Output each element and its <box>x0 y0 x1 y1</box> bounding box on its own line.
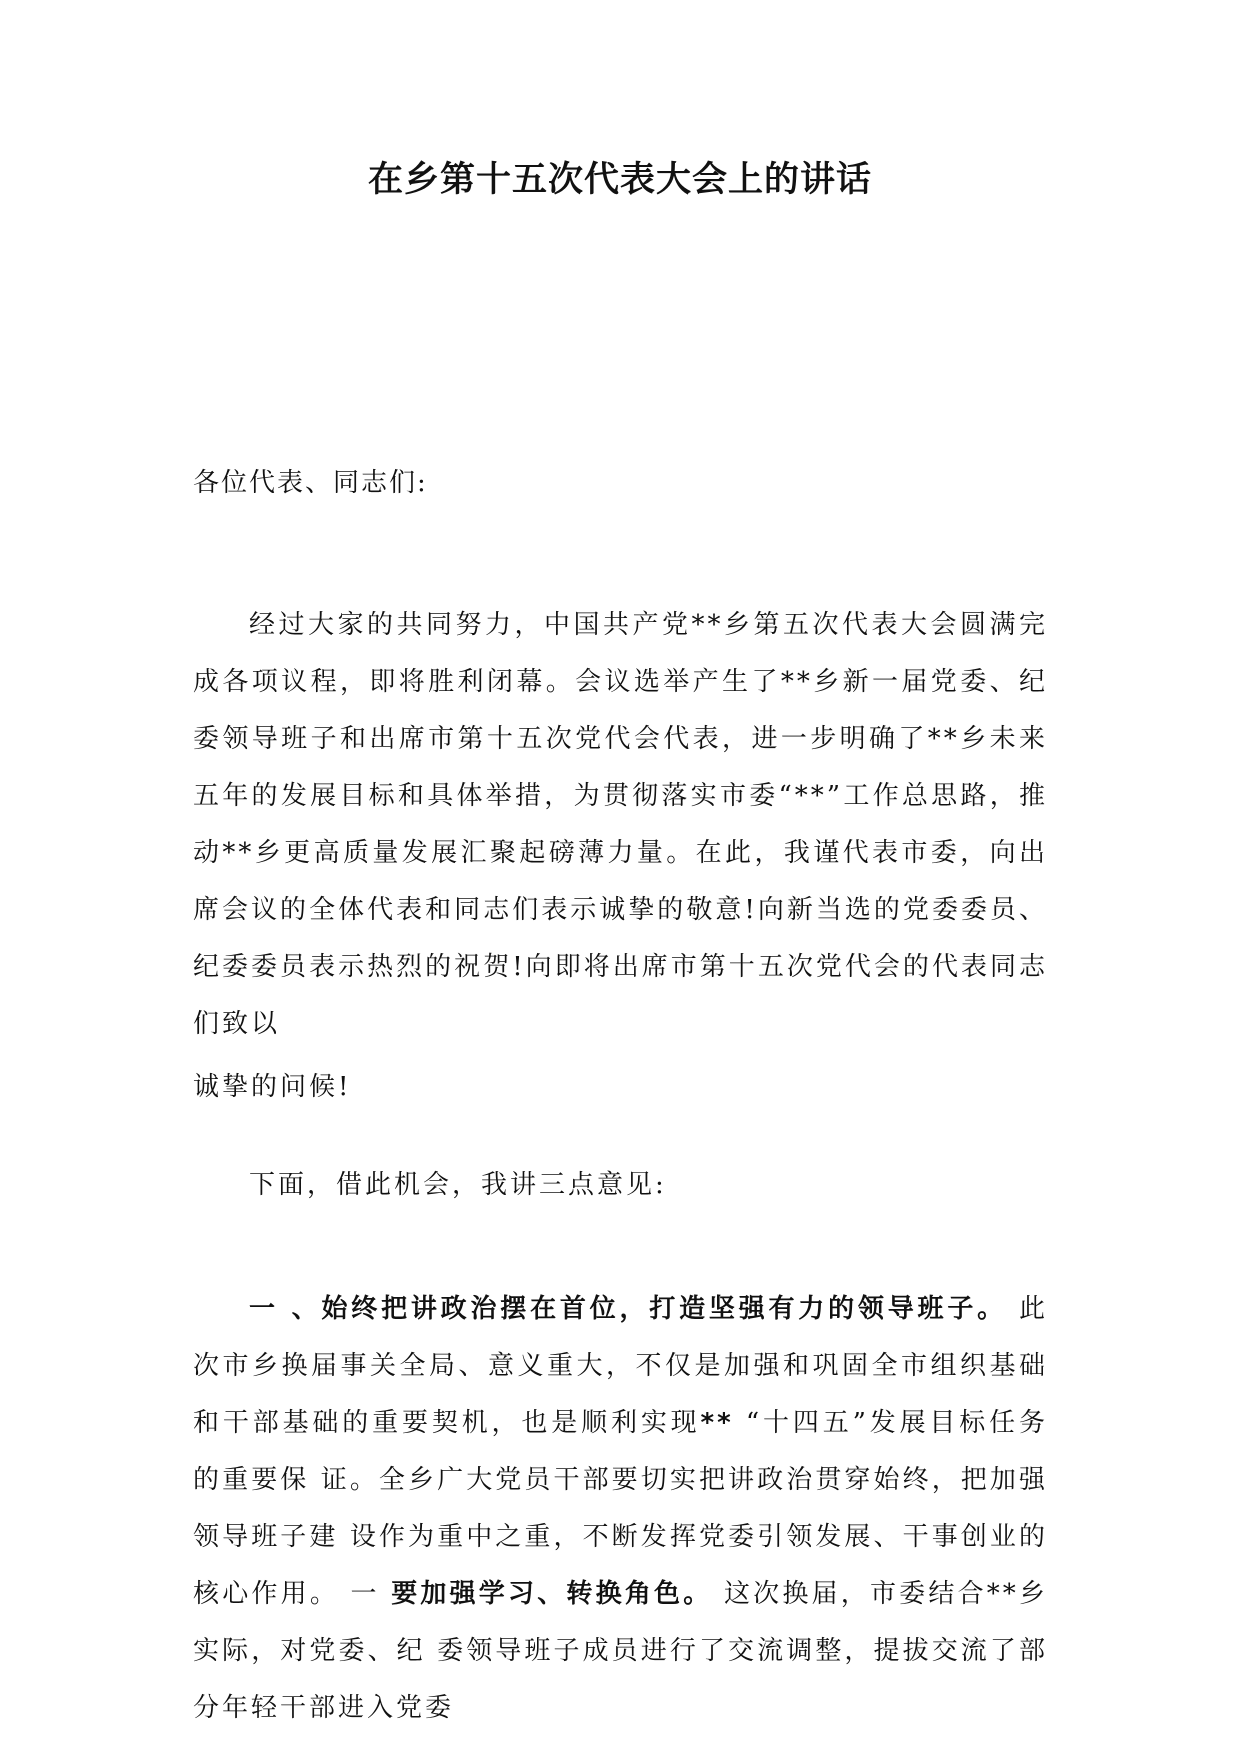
paragraph-transition: 下面，借此机会，我讲三点意见: <box>249 1170 667 1200</box>
paragraph-opening <box>193 597 1048 1116</box>
document-title: 在乡第十五次代表大会上的讲话 <box>367 160 872 200</box>
paragraph-opening-tail: 诚挚的问候! <box>193 1072 352 1102</box>
point-one-subheading: 要加强学习、转换角色。 <box>391 1579 713 1609</box>
paragraph-point-one <box>193 1281 1048 1737</box>
point-one-heading: 一 、始终把讲政治摆在首位，打造坚强有力的领导班子。 <box>249 1294 1007 1324</box>
point-one-placeholder: ** <box>700 1408 734 1438</box>
point-one-text-c: 这次换届，市委结合**乡实际，对党委、纪 委领导班子成员进行了交流调整，提拔交流了部分年轻干部进入党委 <box>193 1579 1049 1723</box>
point-one-text-b: “十四五”发展目标任务的重要保 证。全乡广大党员干部要切实把讲政治贯穿始终，把加强领导班子建 设作为重中之重，不断发挥党委引领发展、干事创业的核心作用。 一 <box>193 1408 1048 1609</box>
paragraph-opening-text: 经过大家的共同努力，中国共产党**乡第五次代表大会圆满完成各项议程，即将胜利闭幕。会议选举产生了**乡新一届党委、纪委领导班子和出席市第十五次党代会代表，进一步明确了**乡未来五年的发展目标和具体举措，为贯彻落实市委“**”工作总思路，推动**乡更高质量发展汇聚起磅薄力量。在此，我谨代表市委，向出席会议的全体代表和同志们表示诚挚的敬意!向新当选的党委委员、纪委委员表示热烈的祝贺!向即将出席市第十五次党代会的代表同志们致以 <box>193 610 1048 1039</box>
salutation: 各位代表、同志们: <box>193 468 428 498</box>
point-one-text-a: 此次市乡换届事关全局、意义重大，不仅是加强和巩固全市组织基础和干部基础的重要契机，也是顺利实现 <box>193 1294 1048 1438</box>
